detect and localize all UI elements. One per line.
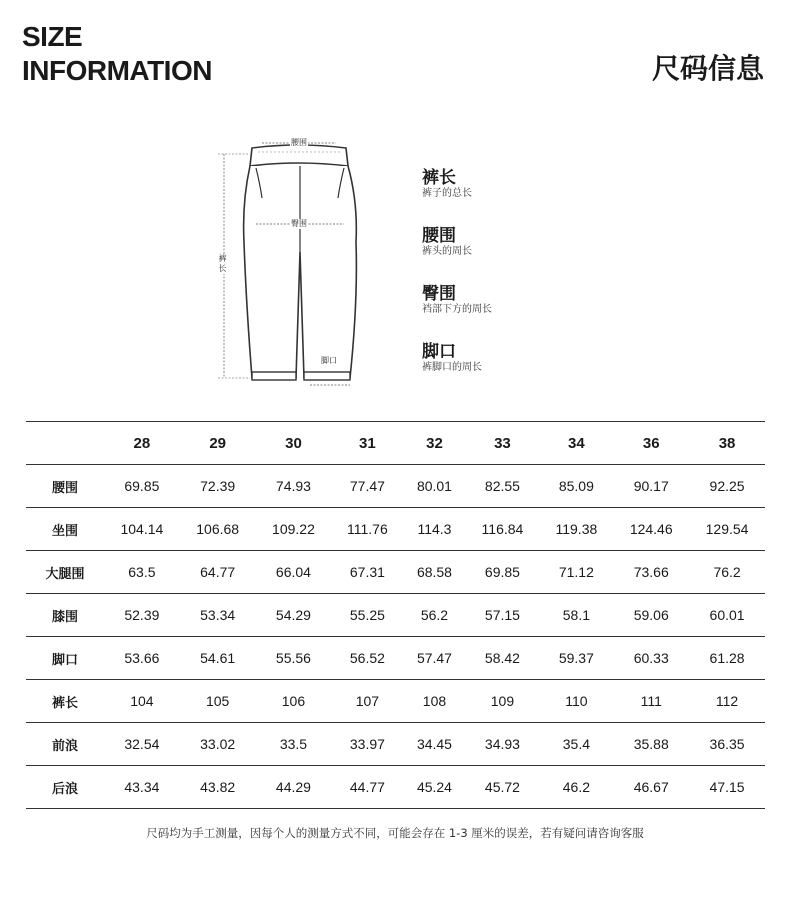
table-cell: 43.34 bbox=[104, 766, 180, 809]
table-cell: 55.56 bbox=[256, 637, 332, 680]
table-cell: 107 bbox=[331, 680, 403, 723]
table-cell: 33.97 bbox=[331, 723, 403, 766]
table-cell: 119.38 bbox=[539, 508, 613, 551]
legend-title: 臀围 bbox=[422, 284, 456, 304]
table-row bbox=[26, 637, 765, 680]
size-chart-table bbox=[26, 421, 765, 809]
legend-desc: 裆部下方的周长 bbox=[422, 304, 492, 315]
table-cell: 61.28 bbox=[689, 637, 765, 680]
table-cell: 58.42 bbox=[465, 637, 539, 680]
table-cell: 111 bbox=[613, 680, 689, 723]
row-label: 膝围 bbox=[26, 594, 104, 637]
page-title-zh: 尺码信息 bbox=[651, 52, 764, 85]
diagram-length-label: 裤长 bbox=[218, 254, 227, 274]
table-cell: 35.4 bbox=[539, 723, 613, 766]
table-row bbox=[26, 680, 765, 723]
table-cell: 46.67 bbox=[613, 766, 689, 809]
table-cell: 111.76 bbox=[331, 508, 403, 551]
table-cell: 74.93 bbox=[256, 465, 332, 508]
table-cell: 59.06 bbox=[613, 594, 689, 637]
row-label: 腰围 bbox=[26, 465, 104, 508]
size-header: 32 bbox=[403, 422, 465, 465]
size-header: 28 bbox=[104, 422, 180, 465]
table-cell: 90.17 bbox=[613, 465, 689, 508]
row-label: 大腿围 bbox=[26, 551, 104, 594]
table-cell: 69.85 bbox=[104, 465, 180, 508]
table-cell: 109 bbox=[465, 680, 539, 723]
table-corner-cell bbox=[26, 422, 104, 465]
diagram-waist-label: 腰围 bbox=[291, 138, 307, 147]
table-cell: 112 bbox=[689, 680, 765, 723]
table-cell: 60.33 bbox=[613, 637, 689, 680]
table-cell: 104.14 bbox=[104, 508, 180, 551]
table-row bbox=[26, 723, 765, 766]
size-header: 29 bbox=[180, 422, 256, 465]
table-cell: 73.66 bbox=[613, 551, 689, 594]
legend-item-length bbox=[422, 168, 622, 226]
legend-desc: 裤子的总长 bbox=[422, 188, 472, 199]
table-cell: 43.82 bbox=[180, 766, 256, 809]
size-header: 36 bbox=[613, 422, 689, 465]
table-cell: 57.15 bbox=[465, 594, 539, 637]
table-cell: 69.85 bbox=[465, 551, 539, 594]
legend-item-hip bbox=[422, 284, 622, 342]
table-cell: 47.15 bbox=[689, 766, 765, 809]
size-header: 38 bbox=[689, 422, 765, 465]
table-cell: 53.66 bbox=[104, 637, 180, 680]
table-cell: 77.47 bbox=[331, 465, 403, 508]
size-header: 34 bbox=[539, 422, 613, 465]
title-line-information: INFORMATION bbox=[22, 55, 212, 86]
table-cell: 85.09 bbox=[539, 465, 613, 508]
table-cell: 106.68 bbox=[180, 508, 256, 551]
legend-item-hem bbox=[422, 342, 622, 400]
size-header: 31 bbox=[331, 422, 403, 465]
table-cell: 56.2 bbox=[403, 594, 465, 637]
table-cell: 71.12 bbox=[539, 551, 613, 594]
table-cell: 54.29 bbox=[256, 594, 332, 637]
table-cell: 54.61 bbox=[180, 637, 256, 680]
table-cell: 33.02 bbox=[180, 723, 256, 766]
row-label: 后浪 bbox=[26, 766, 104, 809]
table-cell: 129.54 bbox=[689, 508, 765, 551]
legend-item-waist bbox=[422, 226, 622, 284]
pants-illustration bbox=[200, 132, 400, 394]
measurement-footnote: 尺码均为手工测量，因每个人的测量方式不同，可能会存在 1-3 厘米的误差，若有疑问请咨询客服 bbox=[146, 826, 644, 840]
table-row bbox=[26, 508, 765, 551]
table-cell: 45.24 bbox=[403, 766, 465, 809]
legend-title: 脚口 bbox=[422, 342, 456, 362]
diagram-hem-label: 脚口 bbox=[321, 356, 337, 365]
table-cell: 124.46 bbox=[613, 508, 689, 551]
table-cell: 33.5 bbox=[256, 723, 332, 766]
title-line-size: SIZE bbox=[22, 21, 83, 52]
table-cell: 76.2 bbox=[689, 551, 765, 594]
table-row bbox=[26, 766, 765, 809]
table-cell: 56.52 bbox=[331, 637, 403, 680]
table-cell: 64.77 bbox=[180, 551, 256, 594]
table-cell: 82.55 bbox=[465, 465, 539, 508]
table-cell: 32.54 bbox=[104, 723, 180, 766]
diagram-hip-label: 臀围 bbox=[291, 219, 307, 228]
table-cell: 45.72 bbox=[465, 766, 539, 809]
table-cell: 92.25 bbox=[689, 465, 765, 508]
table-row bbox=[26, 551, 765, 594]
table-cell: 116.84 bbox=[465, 508, 539, 551]
table-cell: 44.77 bbox=[331, 766, 403, 809]
table-cell: 106 bbox=[256, 680, 332, 723]
size-header: 33 bbox=[465, 422, 539, 465]
table-cell: 53.34 bbox=[180, 594, 256, 637]
table-cell: 46.2 bbox=[539, 766, 613, 809]
table-cell: 108 bbox=[403, 680, 465, 723]
legend-desc: 裤脚口的周长 bbox=[422, 362, 482, 373]
table-cell: 57.47 bbox=[403, 637, 465, 680]
legend-title: 裤长 bbox=[422, 168, 456, 188]
size-header: 30 bbox=[256, 422, 332, 465]
table-cell: 60.01 bbox=[689, 594, 765, 637]
table-cell: 58.1 bbox=[539, 594, 613, 637]
row-label: 前浪 bbox=[26, 723, 104, 766]
table-cell: 66.04 bbox=[256, 551, 332, 594]
table-cell: 105 bbox=[180, 680, 256, 723]
table-cell: 72.39 bbox=[180, 465, 256, 508]
table-body bbox=[26, 465, 765, 809]
legend-title: 腰围 bbox=[422, 226, 456, 246]
legend-desc: 裤头的周长 bbox=[422, 246, 472, 257]
table-cell: 110 bbox=[539, 680, 613, 723]
table-cell: 80.01 bbox=[403, 465, 465, 508]
row-label: 裤长 bbox=[26, 680, 104, 723]
table-cell: 63.5 bbox=[104, 551, 180, 594]
table-header-row bbox=[26, 422, 765, 465]
pants-measurement-diagram bbox=[200, 132, 400, 394]
table-cell: 67.31 bbox=[331, 551, 403, 594]
table-cell: 68.58 bbox=[403, 551, 465, 594]
page-title-en bbox=[22, 20, 212, 88]
table-cell: 109.22 bbox=[256, 508, 332, 551]
table-cell: 59.37 bbox=[539, 637, 613, 680]
table-cell: 52.39 bbox=[104, 594, 180, 637]
table-cell: 36.35 bbox=[689, 723, 765, 766]
row-label: 坐围 bbox=[26, 508, 104, 551]
table-cell: 34.45 bbox=[403, 723, 465, 766]
table-row bbox=[26, 594, 765, 637]
table-cell: 34.93 bbox=[465, 723, 539, 766]
table-cell: 114.3 bbox=[403, 508, 465, 551]
table-cell: 104 bbox=[104, 680, 180, 723]
row-label: 脚口 bbox=[26, 637, 104, 680]
measurement-legend bbox=[422, 168, 622, 400]
table-cell: 44.29 bbox=[256, 766, 332, 809]
table-row bbox=[26, 465, 765, 508]
table-cell: 35.88 bbox=[613, 723, 689, 766]
table-cell: 55.25 bbox=[331, 594, 403, 637]
